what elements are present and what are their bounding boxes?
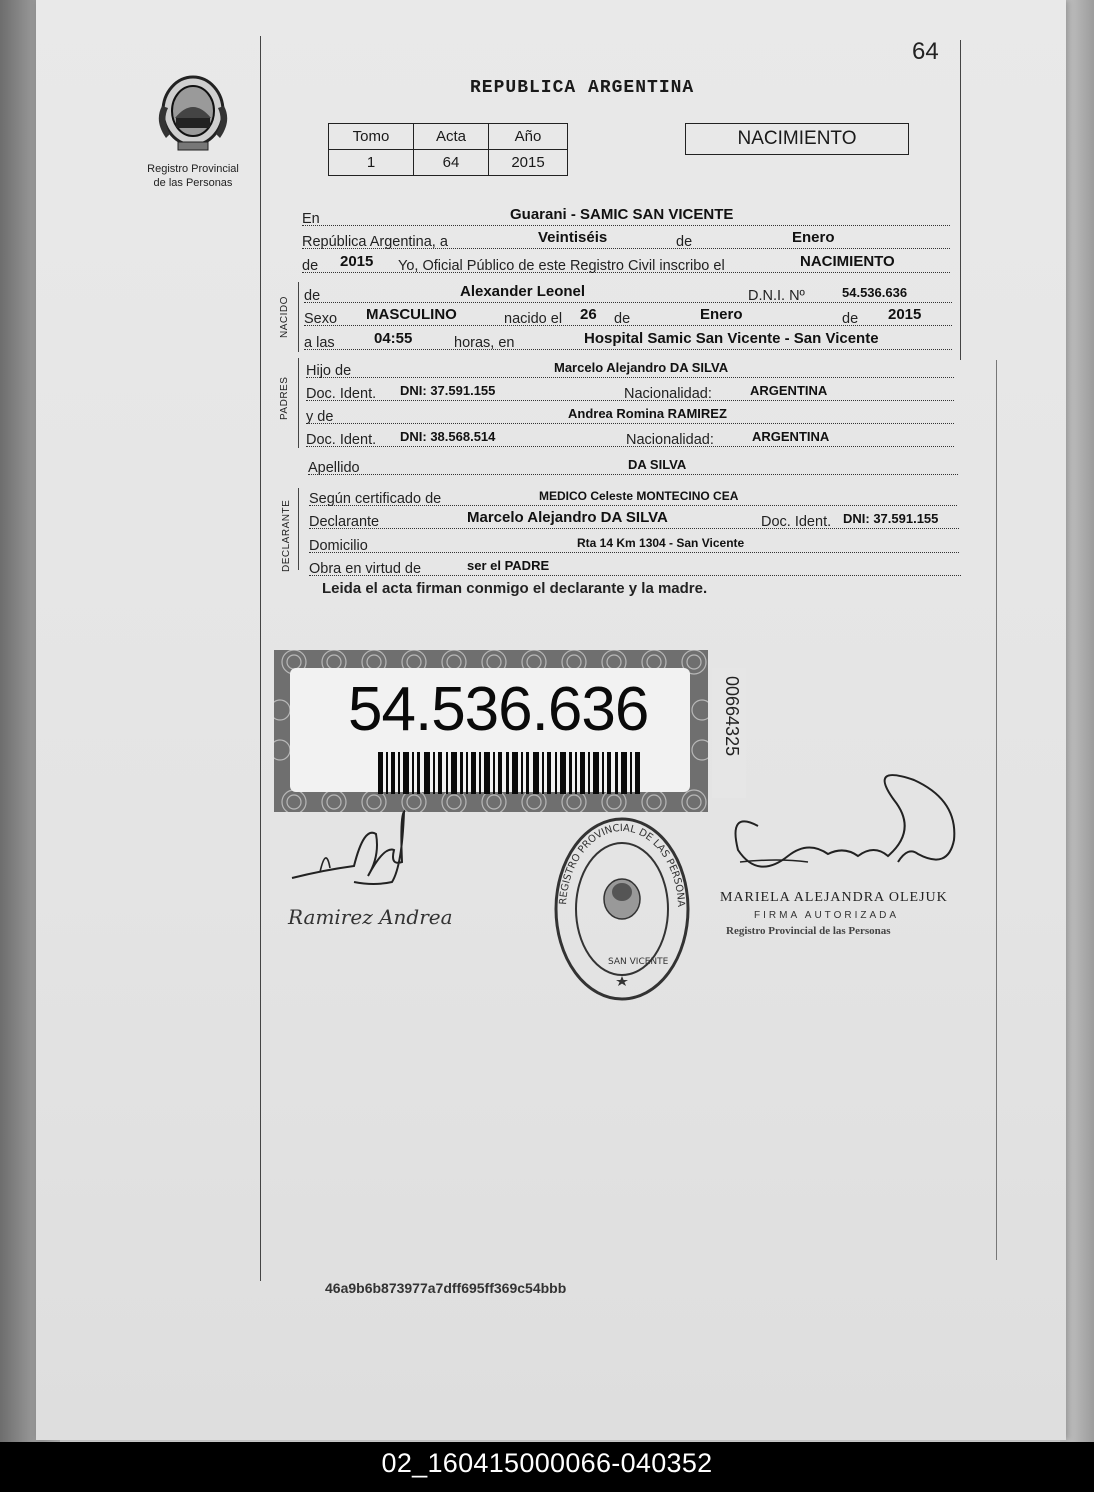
label-doc-declarante: Doc. Ident.	[761, 514, 832, 530]
row-time-place	[304, 327, 952, 350]
province-emblem-icon	[148, 66, 238, 156]
label-republica: República Argentina, a	[302, 234, 448, 250]
row-father-doc	[306, 378, 954, 401]
registry-logo	[138, 66, 248, 189]
declarante-divider	[298, 488, 299, 570]
left-margin-line	[260, 36, 261, 1281]
logo-caption-line2: de las Personas	[153, 177, 233, 189]
nacido-name: Alexander Leonel	[460, 283, 586, 300]
mother-signature-text: Ramirez Andrea	[288, 905, 453, 929]
nacido-time: 04:55	[374, 330, 413, 347]
domicilio-value: Rta 14 Km 1304 - San Vicente	[577, 536, 745, 550]
date-record: NACIMIENTO	[800, 253, 895, 270]
official-seal	[552, 814, 692, 1004]
document-title: REPUBLICA ARGENTINA	[470, 78, 695, 98]
dni-label-number: 54.536.636	[348, 675, 649, 744]
nacido-divider	[298, 282, 299, 352]
header-tomo: Tomo	[329, 124, 414, 150]
seal-ring-text: REGISTRO PROVINCIAL DE LAS PERSONA	[558, 822, 687, 908]
label-nacido-el: nacido el	[504, 311, 563, 327]
row-nacido-name	[304, 280, 952, 303]
right-margin-line	[996, 360, 997, 1260]
obra-value: ser el PADRE	[467, 558, 550, 573]
label-sexo: Sexo	[304, 311, 338, 327]
nacido-place: Hospital Samic San Vicente - San Vicente	[584, 330, 879, 347]
closing-statement: Leida el acta firman conmigo el declarante y la madre.	[322, 580, 708, 597]
nacido-day: 26	[580, 306, 597, 323]
apellido-value: DA SILVA	[628, 457, 687, 472]
dni-label-inner	[290, 668, 690, 792]
seal-center-text: SAN VICENTE	[608, 957, 669, 967]
label-de-2: de	[842, 311, 859, 327]
label-nacionalidad-mother: Nacionalidad:	[626, 432, 714, 448]
father-nationality: ARGENTINA	[750, 383, 828, 398]
row-y-de	[306, 401, 954, 424]
row-place	[302, 203, 950, 226]
certificado-value: MEDICO Celeste MONTECINO CEA	[539, 489, 739, 503]
logo-caption-line1: Registro Provincial	[147, 163, 239, 175]
nacido-year: 2015	[888, 306, 922, 323]
label-statement: Yo, Oficial Público de este Registro Civil inscribo el	[398, 258, 725, 274]
date-year: 2015	[340, 253, 374, 270]
nacido-dni: 54.536.636	[842, 285, 908, 300]
dni-label-sticker	[274, 650, 708, 812]
label-y-de: y de	[306, 409, 334, 425]
row-mother-doc	[306, 424, 954, 447]
label-a-las: a las	[304, 335, 335, 351]
right-margin-line-top	[960, 40, 961, 360]
label-de-1: de	[614, 311, 631, 327]
official-signature-icon	[718, 770, 968, 890]
mother-doc: DNI: 38.568.514	[400, 429, 496, 444]
declarante-name: Marcelo Alejandro DA SILVA	[467, 509, 668, 526]
father-doc: DNI: 37.591.155	[400, 383, 496, 398]
nacido-month: Enero	[700, 306, 743, 323]
label-apellido: Apellido	[308, 460, 360, 476]
mother-name: Andrea Romina RAMIREZ	[568, 406, 727, 421]
mother-nationality: ARGENTINA	[752, 429, 830, 444]
section-declarante-label: DECLARANTE	[281, 499, 292, 572]
row-hijo-de	[306, 355, 954, 378]
section-nacido-label: NACIDO	[279, 296, 290, 338]
label-doc-mother: Doc. Ident.	[306, 432, 377, 448]
label-en: En	[302, 211, 320, 227]
official-role: FIRMA AUTORIZADA	[754, 910, 900, 921]
label-horas: horas, en	[454, 335, 515, 351]
date-month: Enero	[792, 229, 835, 246]
declarante-doc: DNI: 37.591.155	[843, 511, 939, 526]
official-office: Registro Provincial de las Personas	[726, 925, 891, 937]
father-name: Marcelo Alejandro DA SILVA	[554, 360, 729, 375]
footer-identifier: 02_160415000066-040352	[0, 1442, 1094, 1492]
label-certificado: Según certificado de	[309, 491, 442, 507]
section-padres-label: PADRES	[279, 376, 290, 420]
label-de-month: de	[676, 234, 693, 250]
label-de-name: de	[304, 288, 321, 304]
dni-serial-number: 00664325	[722, 676, 742, 757]
row-certificado	[309, 483, 957, 506]
header-acta: Acta	[414, 124, 489, 150]
label-obra: Obra en virtud de	[309, 561, 422, 577]
barcode-icon	[378, 752, 640, 794]
label-de-year: de	[302, 258, 319, 274]
reference-table	[328, 123, 568, 176]
label-declarante: Declarante	[309, 514, 380, 530]
document-hash: 46a9b6b873977a7dff695ff369c54bbb	[325, 1280, 567, 1296]
value-anio: 2015	[489, 150, 568, 176]
page-number: 64	[912, 38, 939, 65]
label-domicilio: Domicilio	[309, 538, 368, 554]
padres-divider	[298, 358, 299, 448]
seal-icon	[552, 814, 692, 1004]
place-value: Guarani - SAMIC SAN VICENTE	[510, 206, 734, 223]
label-hijo-de: Hijo de	[306, 363, 352, 379]
value-tomo: 1	[329, 150, 414, 176]
record-type-box: NACIMIENTO	[685, 123, 909, 155]
date-day: Veintiséis	[538, 229, 608, 246]
row-sexo	[304, 303, 952, 326]
mother-signature-icon	[284, 806, 474, 936]
official-name: MARIELA ALEJANDRA OLEJUK	[720, 890, 948, 905]
header-anio: Año	[489, 124, 568, 150]
row-domicilio	[309, 530, 959, 553]
row-declarante	[309, 506, 959, 529]
nacido-sexo: MASCULINO	[366, 306, 457, 323]
label-dni: D.N.I. Nº	[748, 288, 805, 304]
row-obra	[309, 553, 961, 576]
row-year	[302, 250, 950, 273]
value-acta: 64	[414, 150, 489, 176]
row-date	[302, 226, 950, 249]
label-doc-father: Doc. Ident.	[306, 386, 377, 402]
label-nacionalidad-father: Nacionalidad:	[624, 386, 712, 402]
row-apellido	[308, 452, 958, 475]
